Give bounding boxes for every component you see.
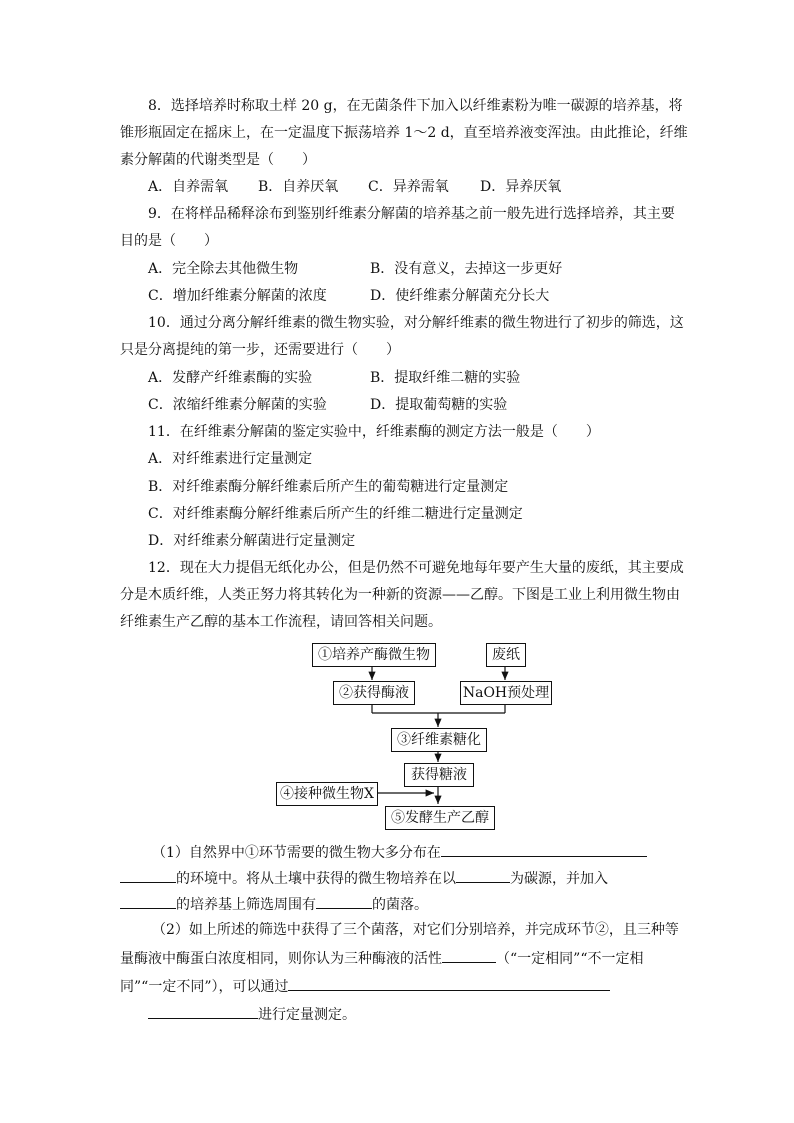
- q8-stem-line3: 素分解菌的代谢类型是（ ）: [120, 152, 316, 168]
- q12-part2-line1: （2）如上所述的筛选中获得了三个菌落，对它们分别培养，并完成环节②，且三种等: [152, 922, 679, 938]
- q9-stem-line2: 目的是（ ）: [120, 233, 218, 249]
- q12-part2-line4: [148, 1002, 356, 1025]
- q11-option-c: C．对纤维素酶分解纤维素后所产生的纤维二糖进行定量测定: [148, 506, 523, 522]
- q12-part1-text-b: 的环境中。将从土壤中获得的微生物培养在以: [176, 871, 456, 887]
- q12-part2-line2: [120, 946, 643, 969]
- q12-part2-text-e: 进行定量测定。: [258, 1007, 356, 1023]
- q9-option-a: A．完全除去其他微生物: [148, 261, 299, 277]
- flow-box-inoculate-microbe-x: ④接种微生物X: [276, 782, 378, 806]
- q11-option-a: A．对纤维素进行定量测定: [148, 451, 313, 467]
- q12-part2-text-d: 同”“一定不同”），可以通过: [120, 979, 289, 995]
- q8-stem-line2: 锥形瓶固定在摇床上，在一定温度下振荡培养 1～2 d，直至培养液变浑浊。由此推论，纤维: [120, 125, 688, 141]
- answer-blank-1[interactable]: [441, 840, 647, 857]
- q8-option-d: D．异养厌氧: [480, 179, 562, 195]
- flow-box-culture-enzyme-microbe: ①培养产酶微生物: [312, 643, 436, 667]
- flow-box-naoh-pretreat: NaOH预处理: [460, 681, 552, 705]
- q10-option-c: C．浓缩纤维素分解菌的实验: [148, 397, 327, 413]
- q12-part1-text-c: 为碳源，并加入: [510, 871, 608, 887]
- answer-blank-1-cont[interactable]: [120, 866, 176, 883]
- flow-box-ferment-ethanol: ⑤发酵生产乙醇: [385, 806, 495, 830]
- q11-option-b: B．对纤维素酶分解纤维素后所产生的葡萄糖进行定量测定: [148, 479, 509, 495]
- answer-blank-6-cont[interactable]: [148, 1002, 258, 1019]
- answer-blank-6[interactable]: [288, 974, 610, 991]
- q9-option-d: D．使纤维素分解菌充分长大: [370, 288, 550, 304]
- q11-option-d: D．对纤维素分解菌进行定量测定: [148, 533, 356, 549]
- q10-option-b: B．提取纤维二糖的实验: [370, 370, 521, 386]
- q12-part1-text-a: （1）自然界中①环节需要的微生物大多分布在: [152, 845, 441, 861]
- q12-part2-line3: [120, 974, 610, 997]
- q10-stem-line2: 只是分离提纯的第一步，还需要进行（ ）: [120, 342, 400, 358]
- q11-stem: 11．在纤维素分解菌的鉴定实验中，纤维素酶的测定方法一般是（ ）: [148, 424, 600, 440]
- q8-stem-line1: 8．选择培养时称取土样 20 g，在无菌条件下加入以纤维素粉为唯一碳源的培养基，将: [148, 98, 683, 114]
- flow-box-saccharification: ③纤维素糖化: [391, 728, 487, 752]
- flow-box-sugar-solution: 获得糖液: [404, 763, 474, 787]
- answer-blank-5[interactable]: [442, 946, 496, 963]
- q9-option-c: C．增加纤维素分解菌的浓度: [148, 288, 327, 304]
- q9-stem-line1: 9．在将样品稀释涂布到鉴别纤维素分解菌的培养基之前一般先进行选择培养，其主要: [148, 206, 675, 222]
- q12-part1-text-d: 的培养基上筛选周围有: [176, 897, 316, 913]
- answer-blank-2[interactable]: [456, 866, 510, 883]
- q8-option-c: C．异养需氧: [368, 179, 449, 195]
- q12-stem-line3: 纤维素生产乙醇的基本工作流程，请回答相关问题。: [120, 614, 442, 630]
- q12-part1-line3: [120, 892, 428, 915]
- flow-box-get-enzyme: ②获得酶液: [333, 681, 415, 705]
- q12-part2-text-c: （“一定相同”“不一定相: [496, 951, 644, 967]
- q12-stem-line1: 12．现在大力提倡无纸化办公，但是仍然不可避免地每年要产生大量的废纸，其主要成: [148, 560, 684, 576]
- q10-option-a: A．发酵产纤维素酶的实验: [148, 370, 313, 386]
- q9-option-b: B．没有意义，去掉这一步更好: [370, 261, 563, 277]
- flow-box-waste-paper: 废纸: [486, 643, 526, 667]
- q12-part1-text-e: 的菌落。: [372, 897, 428, 913]
- q8-option-a: A．自养需氧: [148, 179, 229, 195]
- q10-stem-line1: 10．通过分离分解纤维素的微生物实验，对分解纤维素的微生物进行了初步的筛选，这: [148, 315, 684, 331]
- q12-part1-line2: [120, 866, 608, 889]
- q12-part1-line1: [152, 840, 647, 863]
- answer-blank-3[interactable]: [120, 892, 176, 909]
- q8-option-b: B．自养厌氧: [258, 179, 339, 195]
- q12-part2-text-b: 量酶液中酶蛋白浓度相同，则你认为三种酶液的活性: [120, 951, 442, 967]
- answer-blank-4[interactable]: [316, 892, 372, 909]
- q12-stem-line2: 分是木质纤维，人类正努力将其转化为一种新的资源——乙醇。下图是工业上利用微生物由: [120, 587, 680, 603]
- q10-option-d: D．提取葡萄糖的实验: [370, 397, 508, 413]
